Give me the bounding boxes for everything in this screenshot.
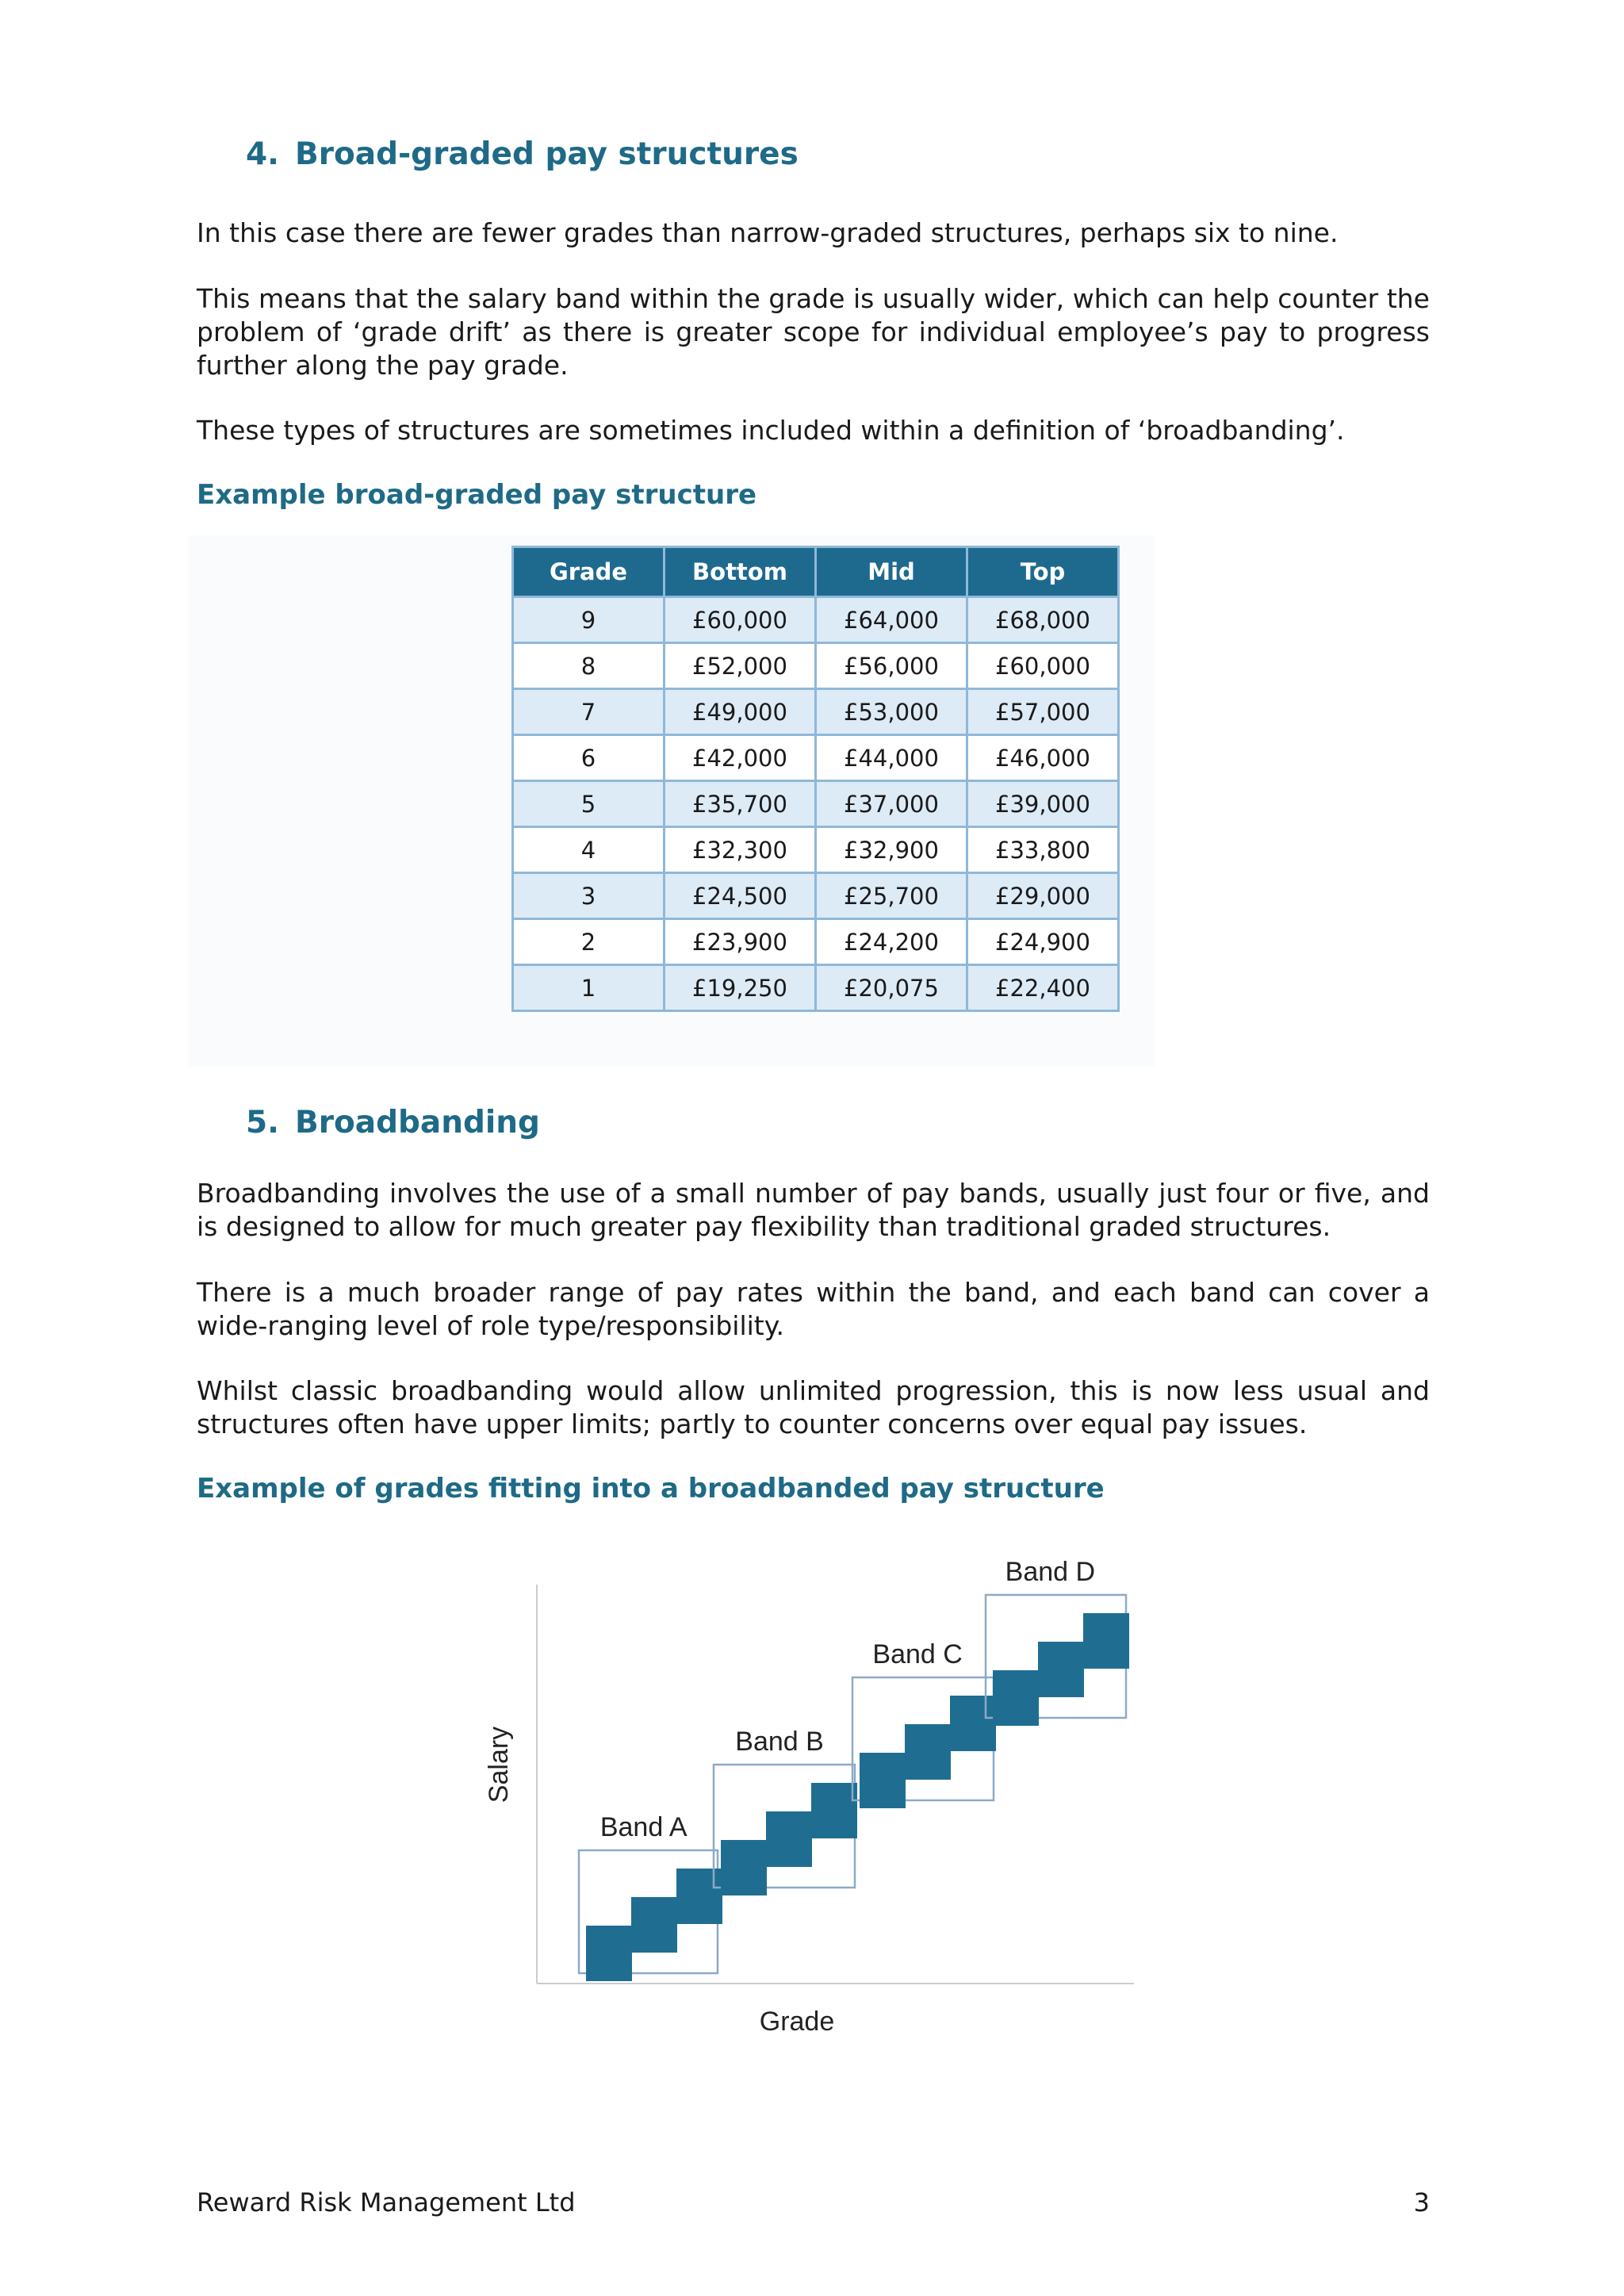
- grade-block: [811, 1783, 857, 1838]
- grade-block: [905, 1724, 951, 1780]
- paragraph: These types of structures are sometimes included within a definition of ‘broadbanding’.: [197, 415, 1345, 446]
- table-cell: £22,400: [967, 965, 1119, 1011]
- table-cell: 1: [513, 965, 665, 1011]
- column-header: Bottom: [665, 547, 816, 597]
- grade-block: [1038, 1642, 1084, 1697]
- table-cell: 3: [513, 873, 665, 919]
- table-row: [513, 735, 1119, 781]
- grade-block: [950, 1696, 996, 1751]
- table-cell: £53,000: [816, 689, 967, 735]
- table-row: [513, 873, 1119, 919]
- paragraph: This means that the salary band within the grade is usually wider, which can help counter the problem of ‘grade drift’ as there is greater scope for individual employee’s pay to progress further along the pay grade.: [197, 283, 1430, 381]
- table-cell: £33,800: [967, 827, 1119, 873]
- table-cell: 7: [513, 689, 665, 735]
- paragraph: Whilst classic broadbanding would allow unlimited progression, this is now less usual and structures often have upper limits; partly to counter concerns over equal pay issues.: [197, 1375, 1430, 1439]
- column-header: Mid: [816, 547, 967, 597]
- table-cell: £46,000: [967, 735, 1119, 781]
- pay-structure-table: [511, 546, 1120, 1012]
- table-cell: £32,900: [816, 827, 967, 873]
- paragraph: Broadbanding involves the use of a small number of pay bands, usually just four or five, and is designed to allow for much greater pay flexibility than traditional graded structures.: [197, 1178, 1430, 1242]
- table-cell: £35,700: [665, 781, 816, 827]
- grade-block: [860, 1753, 906, 1808]
- table-row: [513, 643, 1119, 689]
- table-cell: £44,000: [816, 735, 967, 781]
- section-number: 5.: [246, 1105, 279, 1140]
- grade-block: [721, 1840, 767, 1895]
- table-cell: 8: [513, 643, 665, 689]
- grade-block: [586, 1926, 632, 1981]
- table-row: [513, 919, 1119, 965]
- table-cell: 4: [513, 827, 665, 873]
- table-cell: £60,000: [967, 643, 1119, 689]
- section-5-heading: [246, 1105, 540, 1140]
- table-cell: £24,900: [967, 919, 1119, 965]
- x-axis-label: Grade: [759, 2007, 835, 2037]
- example-heading: Example of grades fitting into a broadbanded pay structure: [197, 1473, 1105, 1504]
- band-label: Band B: [735, 1727, 824, 1757]
- table-cell: £49,000: [665, 689, 816, 735]
- table-cell: £24,200: [816, 919, 967, 965]
- table-cell: 5: [513, 781, 665, 827]
- section-title: Broadbanding: [295, 1105, 540, 1140]
- grade-block: [676, 1869, 722, 1924]
- band-label: Band C: [872, 1639, 963, 1669]
- footer-company: Reward Risk Management Ltd: [197, 2187, 576, 2217]
- band-label: Band D: [1005, 1557, 1096, 1587]
- broadband-chart: [444, 1535, 1158, 2042]
- table-cell: £64,000: [816, 597, 967, 643]
- table-header-row: [513, 547, 1119, 597]
- table-cell: £29,000: [967, 873, 1119, 919]
- table-cell: £32,300: [665, 827, 816, 873]
- table-cell: £42,000: [665, 735, 816, 781]
- table-cell: £37,000: [816, 781, 967, 827]
- band-label: Band A: [599, 1812, 688, 1842]
- table-cell: £68,000: [967, 597, 1119, 643]
- paragraph: In this case there are fewer grades than narrow-graded structures, perhaps six to nine.: [197, 217, 1339, 248]
- table-cell: £56,000: [816, 643, 967, 689]
- table-row: [513, 827, 1119, 873]
- grade-block: [1083, 1613, 1129, 1669]
- section-4-heading: [246, 136, 799, 172]
- table-cell: 6: [513, 735, 665, 781]
- table-row: [513, 689, 1119, 735]
- broadband-diagram: [444, 1535, 1158, 2042]
- column-header: Grade: [513, 547, 665, 597]
- grade-block: [993, 1670, 1039, 1726]
- table-cell: 9: [513, 597, 665, 643]
- section-number: 4.: [246, 136, 279, 172]
- table-cell: £39,000: [967, 781, 1119, 827]
- table-cell: £60,000: [665, 597, 816, 643]
- y-axis-label: Salary: [484, 1726, 514, 1803]
- table-cell: £57,000: [967, 689, 1119, 735]
- table-row: [513, 597, 1119, 643]
- table-row: [513, 965, 1119, 1011]
- example-heading: Example broad-graded pay structure: [197, 479, 757, 511]
- table-cell: £19,250: [665, 965, 816, 1011]
- table-row: [513, 781, 1119, 827]
- grade-block: [766, 1811, 812, 1867]
- paragraph: There is a much broader range of pay rates within the band, and each band can cover a wide-ranging level of role type/responsibility.: [197, 1277, 1430, 1341]
- grade-block: [631, 1897, 677, 1953]
- table-cell: £25,700: [816, 873, 967, 919]
- page-number: 3: [1413, 2187, 1430, 2217]
- table-cell: £23,900: [665, 919, 816, 965]
- table-cell: £52,000: [665, 643, 816, 689]
- table-cell: 2: [513, 919, 665, 965]
- section-title: Broad-graded pay structures: [295, 136, 799, 172]
- table-cell: £20,075: [816, 965, 967, 1011]
- column-header: Top: [967, 547, 1119, 597]
- table-cell: £24,500: [665, 873, 816, 919]
